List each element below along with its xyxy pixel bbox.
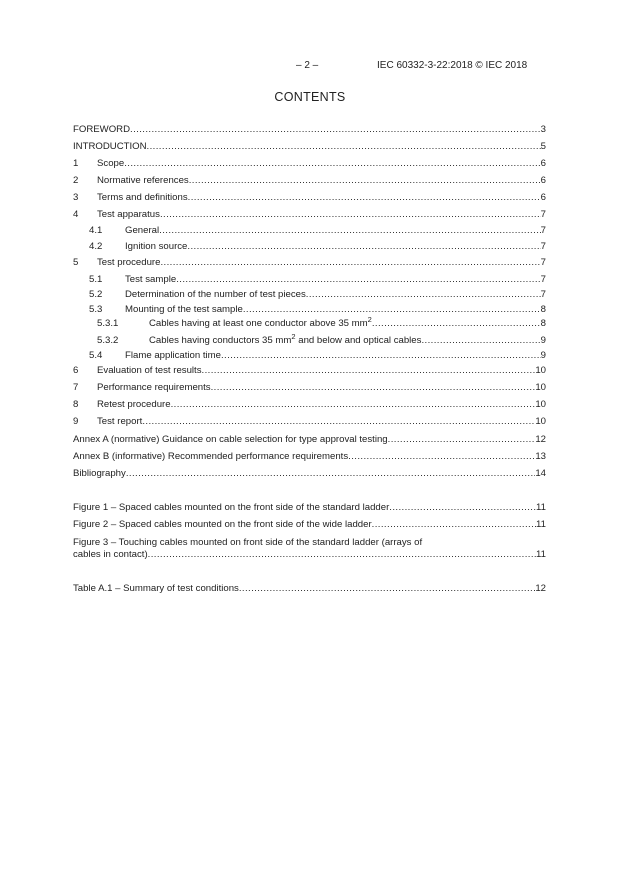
toc-entry-title-text: Ignition source <box>125 241 188 252</box>
figure-entry[interactable] <box>73 519 546 531</box>
toc-entry-number: 6 <box>73 365 79 376</box>
toc-entry-number: 5.2 <box>89 289 103 300</box>
toc-entry-title-text: Test sample <box>125 274 177 285</box>
toc-entry[interactable] <box>73 192 546 204</box>
toc-entry-title-text: Mounting of the test sample <box>125 304 243 315</box>
toc-entry-title-text: INTRODUCTION <box>73 141 147 152</box>
toc-entry-page: 10 <box>535 382 546 393</box>
toc-entry-title <box>97 175 189 187</box>
toc-entry-title-text: Annex B (informative) Recommended performance requirements <box>73 451 349 462</box>
toc-entry-page: 5 <box>540 141 546 152</box>
toc-entry-title-text: Cables having at least one conductor above 35 mm <box>149 318 368 329</box>
superscript: 2 <box>291 332 296 341</box>
toc-entry-page: 7 <box>540 241 546 252</box>
toc-entry-title <box>97 158 124 170</box>
toc-entry-page: 7 <box>540 209 546 220</box>
toc-entry-title <box>73 468 126 480</box>
toc-entry-page: 6 <box>540 175 546 186</box>
dot-leader <box>126 468 536 480</box>
toc-entry-number: 5.4 <box>89 350 103 361</box>
table-entry[interactable] <box>73 583 546 595</box>
toc-entry-number: 5.3 <box>89 304 103 315</box>
figure-entry[interactable] <box>73 502 546 514</box>
toc-entry-number: 4 <box>73 209 79 220</box>
dot-leader <box>187 241 540 253</box>
toc-entry-number: 4.2 <box>89 241 103 252</box>
toc-entry-number: 2 <box>73 175 79 186</box>
toc-entry[interactable] <box>89 274 546 286</box>
toc-entry-title-text: Test apparatus <box>97 209 160 220</box>
dot-leader <box>306 289 541 301</box>
toc-entry-title <box>97 257 160 269</box>
toc-entry-page: 14 <box>535 468 546 479</box>
toc-entry-page: 3 <box>540 124 546 135</box>
dot-leader <box>211 382 536 394</box>
toc-entry-number: 9 <box>73 416 79 427</box>
toc-entry-number: 8 <box>73 399 79 410</box>
toc-entry-title-text: Scope <box>97 158 125 169</box>
toc-entry[interactable] <box>73 451 546 463</box>
dot-leader <box>239 583 535 595</box>
toc-entry-number: 4.1 <box>89 225 103 236</box>
toc-entry-title <box>149 332 422 347</box>
page-number: – 2 – <box>296 60 319 71</box>
toc-entry-title <box>97 399 171 411</box>
table-entry-title: Table A.1 – Summary of test conditions <box>73 583 239 594</box>
dot-leader <box>388 434 536 446</box>
toc-entry-title <box>97 365 202 377</box>
toc-entry[interactable] <box>97 315 546 330</box>
toc-entry-page: 9 <box>540 350 546 361</box>
toc-entry-title-text: Evaluation of test results <box>97 365 202 376</box>
dot-leader <box>188 192 541 204</box>
toc-entry[interactable] <box>73 416 546 428</box>
dot-leader <box>189 175 541 187</box>
toc-entry-page: 12 <box>535 434 546 445</box>
toc-entry[interactable] <box>97 332 546 347</box>
toc-entry-page: 7 <box>540 289 546 300</box>
table-entry-page: 12 <box>535 583 546 594</box>
dot-leader <box>124 158 540 170</box>
toc-entry[interactable] <box>89 304 546 316</box>
toc-entry[interactable] <box>73 209 546 221</box>
toc-entry-number: 5.3.2 <box>97 335 119 346</box>
figure-entry-body <box>73 537 546 561</box>
toc-entry-page: 7 <box>540 257 546 268</box>
toc-entry-title <box>149 315 372 330</box>
toc-entry-title-text: Normative references <box>97 175 189 186</box>
toc-entry-title-text: Retest procedure <box>97 399 171 410</box>
toc-entry[interactable] <box>73 365 546 377</box>
toc-entry[interactable] <box>89 350 546 362</box>
toc-entry[interactable] <box>73 399 546 411</box>
toc-entry-title <box>97 209 160 221</box>
figure-entry-title: Figure 1 – Spaced cables mounted on the front side of the standard ladder <box>73 502 390 513</box>
toc-entry-title-text: Flame application time <box>125 350 221 361</box>
toc-entry[interactable] <box>73 158 546 170</box>
toc-entry-page: 10 <box>535 365 546 376</box>
toc-entry-title <box>73 124 130 136</box>
dot-leader <box>160 257 540 269</box>
toc-entry-page: 9 <box>540 335 546 346</box>
toc-entry[interactable] <box>89 241 546 253</box>
toc-entry-title <box>73 141 147 153</box>
dot-leader <box>221 350 541 362</box>
toc-entry-title <box>125 304 243 316</box>
toc-entry[interactable] <box>73 257 546 269</box>
toc-entry-page: 7 <box>540 225 546 236</box>
dot-leader <box>147 141 541 153</box>
toc-entry-number: 1 <box>73 158 79 169</box>
figure-entry-title-cont: cables in contact) <box>73 549 148 560</box>
toc-entry-title-text: FOREWORD <box>73 124 131 135</box>
dot-leader <box>142 416 535 428</box>
toc-entry-page: 8 <box>540 304 546 315</box>
figure-entry-title: Figure 3 – Touching cables mounted on front side of the standard ladder (arrays of <box>73 537 423 548</box>
dot-leader <box>372 519 536 531</box>
toc-entry[interactable] <box>73 175 546 187</box>
dot-leader <box>148 549 536 561</box>
toc-entry-page: 13 <box>535 451 546 462</box>
toc-entry-title <box>125 289 306 301</box>
toc-entry-title-text: General <box>125 225 160 236</box>
toc-entry-title-text: Test procedure <box>97 257 161 268</box>
toc-entry-title-text: Terms and definitions <box>97 192 188 203</box>
toc-entry-title <box>97 416 142 428</box>
toc-entry[interactable] <box>73 141 546 153</box>
figure-entry-page: 11 <box>536 549 546 560</box>
toc-entry-page: 6 <box>540 158 546 169</box>
toc-entry-page: 7 <box>540 274 546 285</box>
figure-entry-page: 11 <box>536 519 546 530</box>
figure-entry-line2 <box>73 549 546 561</box>
toc-entry-title-text-after: and below and optical cables <box>295 335 422 346</box>
toc-entry-number: 7 <box>73 382 79 393</box>
toc-entry-page: 6 <box>540 192 546 203</box>
toc-entry-number: 5 <box>73 257 79 268</box>
dot-leader <box>159 225 541 237</box>
dot-leader <box>171 399 536 411</box>
toc-entry[interactable] <box>73 434 546 446</box>
dot-leader <box>130 124 541 136</box>
toc-entry-title-text: Determination of the number of test pieces <box>125 289 306 300</box>
dot-leader <box>243 304 541 316</box>
dot-leader <box>372 318 541 330</box>
toc-entry[interactable] <box>89 289 546 301</box>
toc-entry-page: 8 <box>540 318 546 329</box>
toc-entry-title <box>97 192 188 204</box>
superscript: 2 <box>367 315 372 324</box>
toc-entry-title-text: Annex A (normative) Guidance on cable selection for type approval testing <box>73 434 388 445</box>
figure-entry-title: Figure 2 – Spaced cables mounted on the front side of the wide ladder <box>73 519 372 530</box>
dot-leader <box>202 365 536 377</box>
toc-entry[interactable] <box>73 382 546 394</box>
toc-entry-title-text: Bibliography <box>73 468 126 479</box>
figure-entry-page: 11 <box>536 502 546 513</box>
toc-entry[interactable] <box>73 124 546 136</box>
toc-entry[interactable] <box>73 468 546 480</box>
dot-leader <box>160 209 541 221</box>
toc-entry-title <box>125 350 221 362</box>
dot-leader <box>389 502 536 514</box>
toc-entry-title-text: Test report <box>97 416 143 427</box>
toc-entry-title <box>73 451 348 463</box>
dot-leader <box>421 335 540 347</box>
toc-entry-number: 3 <box>73 192 79 203</box>
toc-entry-title-text: Performance requirements <box>97 382 211 393</box>
dot-leader <box>176 274 540 286</box>
toc-entry[interactable] <box>89 225 546 237</box>
toc-entry-title <box>125 274 176 286</box>
toc-entry-title <box>97 382 211 394</box>
document-id: IEC 60332-3-22:2018 © IEC 2018 <box>377 60 528 71</box>
page-title: CONTENTS <box>274 90 346 104</box>
toc-entry-title-text: Cables having conductors 35 mm <box>149 335 292 346</box>
toc-entry-title <box>125 241 187 253</box>
toc-entry-title <box>125 225 159 237</box>
toc-entry-number: 5.3.1 <box>97 318 119 329</box>
dot-leader <box>348 451 535 463</box>
toc-entry-number: 5.1 <box>89 274 103 285</box>
figure-entry[interactable] <box>73 537 546 561</box>
toc-entry-page: 10 <box>535 399 546 410</box>
toc-entry-page: 10 <box>535 416 546 427</box>
toc-entry-title <box>73 434 388 446</box>
